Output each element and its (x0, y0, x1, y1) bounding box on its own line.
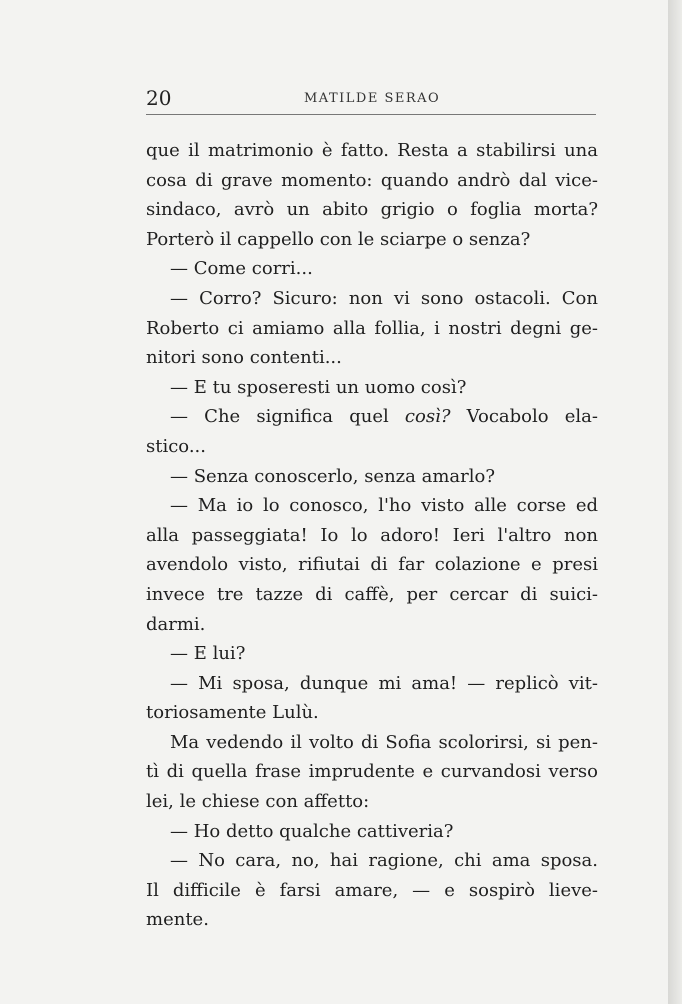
text-line: — E lui? (170, 643, 246, 665)
text-line: darmi. (146, 613, 206, 635)
page-number: 20 (146, 86, 172, 110)
body-text (146, 136, 598, 935)
text-line: — E tu sposeresti un uomo così? (170, 376, 467, 398)
text-line: Ma vedendo il volto di Sofia scolorirsi, si pen- (170, 731, 598, 753)
text-line: — Corro? Sicuro: non vi sono ostacoli. Con (170, 287, 598, 309)
text-line: Il difficile è farsi amare, — e sospirò lieve- (146, 879, 598, 901)
page-edge (668, 0, 682, 1004)
text-line: mente. (146, 909, 209, 931)
text-line: — Senza conoscerlo, senza amarlo? (170, 465, 495, 487)
text-line: — Che significa quel così? Vocabolo ela- (170, 406, 598, 428)
text-line: Roberto ci amiamo alla follia, i nostri degni ge- (146, 317, 598, 339)
text-line: alla passeggiata! Io lo adoro! Ieri l'altro non (146, 524, 598, 546)
emphasized-word: così? (404, 406, 451, 428)
text-line: sindaco, avrò un abito grigio o foglia morta? (146, 199, 598, 221)
page-header (146, 86, 596, 112)
text-line: — No cara, no, hai ragione, chi ama sposa. (170, 850, 598, 872)
header-rule (146, 114, 596, 115)
text-line: — Ho detto qualche cattiveria? (170, 820, 454, 842)
text-line: toriosamente Lulù. (146, 702, 319, 724)
text-line: nitori sono contenti... (146, 347, 342, 369)
text-line: — Mi sposa, dunque mi ama! — replicò vit- (170, 672, 598, 694)
text-line: tì di quella frase imprudente e curvandosi verso (146, 761, 598, 783)
text-line: Porterò il cappello con le sciarpe o senza? (146, 228, 531, 250)
text-line: que il matrimonio è fatto. Resta a stabilirsi una (146, 140, 598, 161)
text-line: lei, le chiese con affetto: (146, 791, 370, 813)
text-line: avendolo visto, rifiutai di far colazione e presi (146, 554, 598, 576)
text-line: cosa di grave momento: quando andrò dal vice- (146, 169, 598, 191)
text-line: — Ma io lo conosco, l'ho visto alle corse ed (170, 495, 598, 517)
text-line: invece tre tazze di caffè, per cercar di suici- (146, 583, 598, 605)
running-head: MATILDE SERAO (304, 91, 441, 106)
text-line: — Come corri... (170, 258, 313, 280)
text-line: stico... (146, 435, 206, 457)
